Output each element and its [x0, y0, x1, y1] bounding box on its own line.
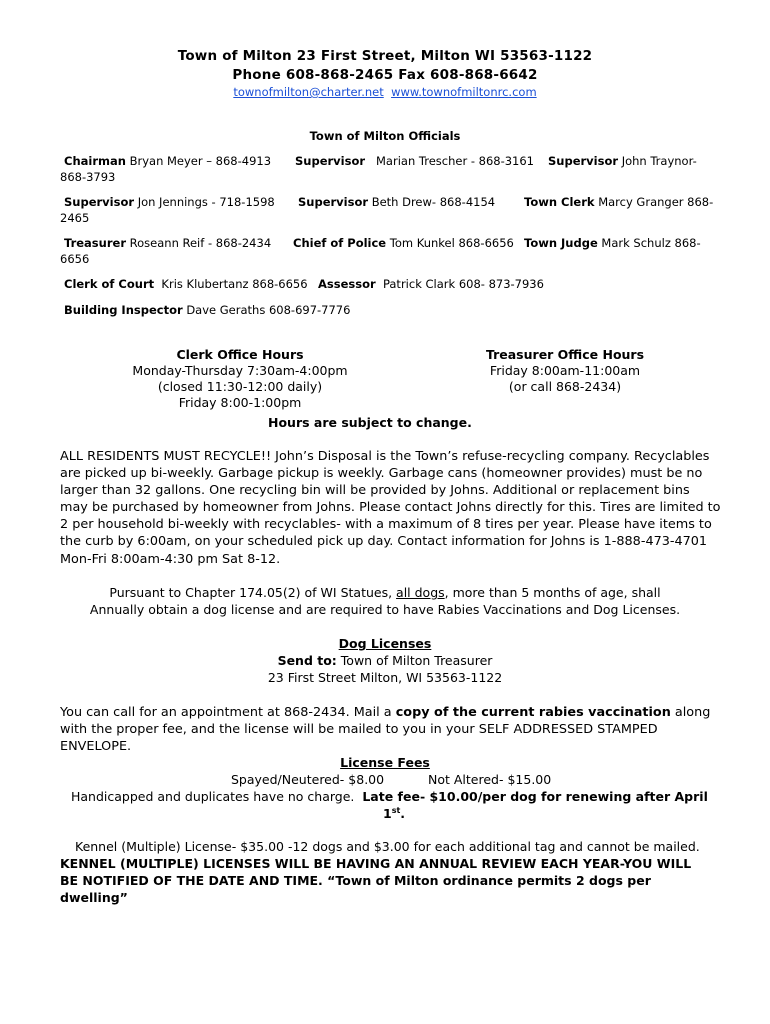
- fee-spayed: Spayed/Neutered- $8.00: [231, 772, 385, 787]
- late-fee-day: 1: [383, 806, 392, 821]
- appointment-text: along: [670, 705, 711, 720]
- official-supervisor-traynor-cont: 868-3793: [60, 170, 116, 184]
- official-assessor: [318, 277, 544, 291]
- kennel-notice-line: KENNEL (MULTIPLE) LICENSES WILL BE HAVING AN ANNUAL REVIEW EACH YEAR-YOU WILL: [60, 856, 692, 871]
- official-town-clerk: [524, 195, 713, 209]
- official-role: Town Judge: [524, 236, 598, 250]
- fee-handicap-line: [71, 789, 708, 804]
- official-role: Supervisor: [295, 154, 366, 168]
- official-info: Jon Jennings - 718-1598: [137, 195, 275, 209]
- recycling-line: the curb by 6:00am, on your scheduled pick up day. Contact information for Johns is 1-888-473-4701: [60, 534, 708, 550]
- appointment-bold: copy of the current rabies vaccination: [395, 705, 671, 720]
- appointment-line: with the proper fee, and the license will be mailed to you in your SELF ADDRESSED STAMPED: [60, 722, 658, 738]
- official-info: Dave Geraths 608-697-7776: [186, 303, 351, 317]
- appointment-text: You can call for an appointment at 868-2434. Mail a: [60, 705, 396, 720]
- fee-late: Late fee- $10.00/per dog for renewing after April: [362, 789, 708, 804]
- header-links: [0, 85, 770, 99]
- official-role: Supervisor: [548, 154, 619, 168]
- statute-text: , more than 5 months of age, shall: [444, 585, 661, 600]
- treasurer-hours-line: Friday 8:00am-11:00am: [489, 363, 641, 378]
- treasurer-hours-title: Treasurer Office Hours: [485, 347, 645, 362]
- clerk-hours-line: Friday 8:00-1:00pm: [178, 395, 302, 410]
- official-role: Town Clerk: [524, 195, 595, 209]
- hours-notice: Hours are subject to change.: [268, 415, 472, 430]
- website-link[interactable]: www.townofmiltonrc.com: [391, 85, 537, 99]
- official-info: Marian Trescher - 868-3161: [376, 154, 535, 168]
- official-role: Assessor: [318, 277, 376, 291]
- official-info: Marcy Granger 868-: [598, 195, 714, 209]
- official-info: Bryan Meyer – 868-4913: [129, 154, 272, 168]
- header-address: Town of Milton 23 First Street, Milton WI 53563-1122: [177, 48, 593, 64]
- appointment-line: ENVELOPE.: [60, 739, 132, 755]
- official-info: Patrick Clark 608- 873-7936: [382, 277, 544, 291]
- appointment-paragraph: [60, 704, 728, 755]
- recycling-line: ALL RESIDENTS MUST RECYCLE!! John’s Disposal is the Town’s refuse-recycling company. Recyclables: [60, 449, 710, 464]
- treasurer-hours-block: [460, 347, 670, 394]
- recycling-line: Mon-Fri 8:00am-4:30 pm Sat 8-12.: [60, 551, 281, 567]
- recycling-line: 2 per household bi-weekly with recyclables- with a maximum of 8 tires per year. Please have items to: [60, 517, 712, 533]
- kennel-license: Kennel (Multiple) License- $35.00 -12 dogs and $3.00 for each additional tag and cannot be mailed.: [75, 839, 700, 854]
- send-to-value: Town of Milton Treasurer: [340, 653, 493, 668]
- statute-underlined: all dogs: [396, 585, 445, 600]
- statute-text: Pursuant to Chapter 174.05(2) of WI Statues,: [109, 585, 397, 600]
- official-info: John Traynor-: [621, 154, 697, 168]
- send-to-label: Send to:: [277, 653, 337, 668]
- recycling-paragraph: [60, 448, 728, 568]
- official-judge: [524, 236, 701, 250]
- official-building-inspector: [64, 303, 350, 317]
- late-fee-period: .: [400, 806, 406, 821]
- official-judge-cont: 6656: [60, 252, 90, 266]
- fee-handicap: Handicapped and duplicates have no charge.: [71, 789, 355, 804]
- official-clerk-court: [64, 277, 308, 291]
- official-supervisor-drew: [298, 195, 495, 209]
- dog-statute-line1: [0, 585, 770, 600]
- official-role: Supervisor: [298, 195, 369, 209]
- recycling-line: may be purchased by homeowner from Johns. Please contact Johns directly for this. Tires are limited to: [60, 500, 721, 516]
- clerk-hours-block: [115, 347, 365, 410]
- clerk-hours-title: Clerk Office Hours: [176, 347, 304, 362]
- official-info: Roseann Reif - 868-2434: [129, 236, 272, 250]
- official-town-clerk-cont: 2465: [60, 211, 90, 225]
- header-phone: Phone 608-868-2465 Fax 608-868-6642: [232, 67, 538, 83]
- recycling-line: are picked up bi-weekly. Garbage pickup is weekly. Garbage cans (homeowner provides) must be no: [60, 466, 703, 482]
- official-role: Clerk of Court: [64, 277, 155, 291]
- official-info: Tom Kunkel 868-6656: [389, 236, 514, 250]
- official-supervisor-traynor: [548, 154, 697, 168]
- dog-statute-line2: Annually obtain a dog license and are required to have Rabies Vaccinations and Dog Licenses.: [89, 602, 681, 617]
- official-role: Treasurer: [64, 236, 126, 250]
- official-role: Building Inspector: [64, 303, 183, 317]
- fee-late-end: [383, 806, 405, 821]
- dog-licenses-title: Dog Licenses: [338, 636, 432, 651]
- kennel-notice-line: dwelling”: [60, 890, 128, 905]
- official-role: Chairman: [64, 154, 126, 168]
- send-to-address: 23 First Street Milton, WI 53563-1122: [267, 670, 503, 685]
- official-info: Mark Schulz 868-: [601, 236, 701, 250]
- appointment-line: [60, 704, 728, 721]
- kennel-notice-line: BE NOTIFIED OF THE DATE AND TIME. “Town of Milton ordinance permits 2 dogs per: [60, 873, 651, 888]
- official-police: [293, 236, 514, 250]
- clerk-hours-line: (closed 11:30-12:00 daily): [157, 379, 323, 394]
- official-info: Beth Drew- 868-4154: [371, 195, 496, 209]
- official-supervisor-trescher: [295, 154, 534, 168]
- clerk-hours-line: Monday-Thursday 7:30am-4:00pm: [132, 363, 348, 378]
- late-fee-suffix: st: [391, 806, 401, 815]
- official-role: Supervisor: [64, 195, 135, 209]
- email-link[interactable]: townofmilton@charter.net: [233, 85, 384, 99]
- treasurer-hours-line: (or call 868-2434): [508, 379, 622, 394]
- official-supervisor-jennings: [64, 195, 275, 209]
- official-treasurer: [64, 236, 271, 250]
- fee-not-altered: Not Altered- $15.00: [428, 772, 552, 787]
- official-chairman: [64, 154, 271, 168]
- official-role: Chief of Police: [293, 236, 387, 250]
- send-to-line: [0, 653, 770, 668]
- officials-title: Town of Milton Officials: [309, 129, 461, 143]
- license-fees-title: License Fees: [340, 755, 430, 770]
- recycling-line: larger than 32 gallons. One recycling bin will be provided by Johns. Additional or replacement bins: [60, 483, 690, 499]
- official-info: Kris Klubertanz 868-6656: [161, 277, 308, 291]
